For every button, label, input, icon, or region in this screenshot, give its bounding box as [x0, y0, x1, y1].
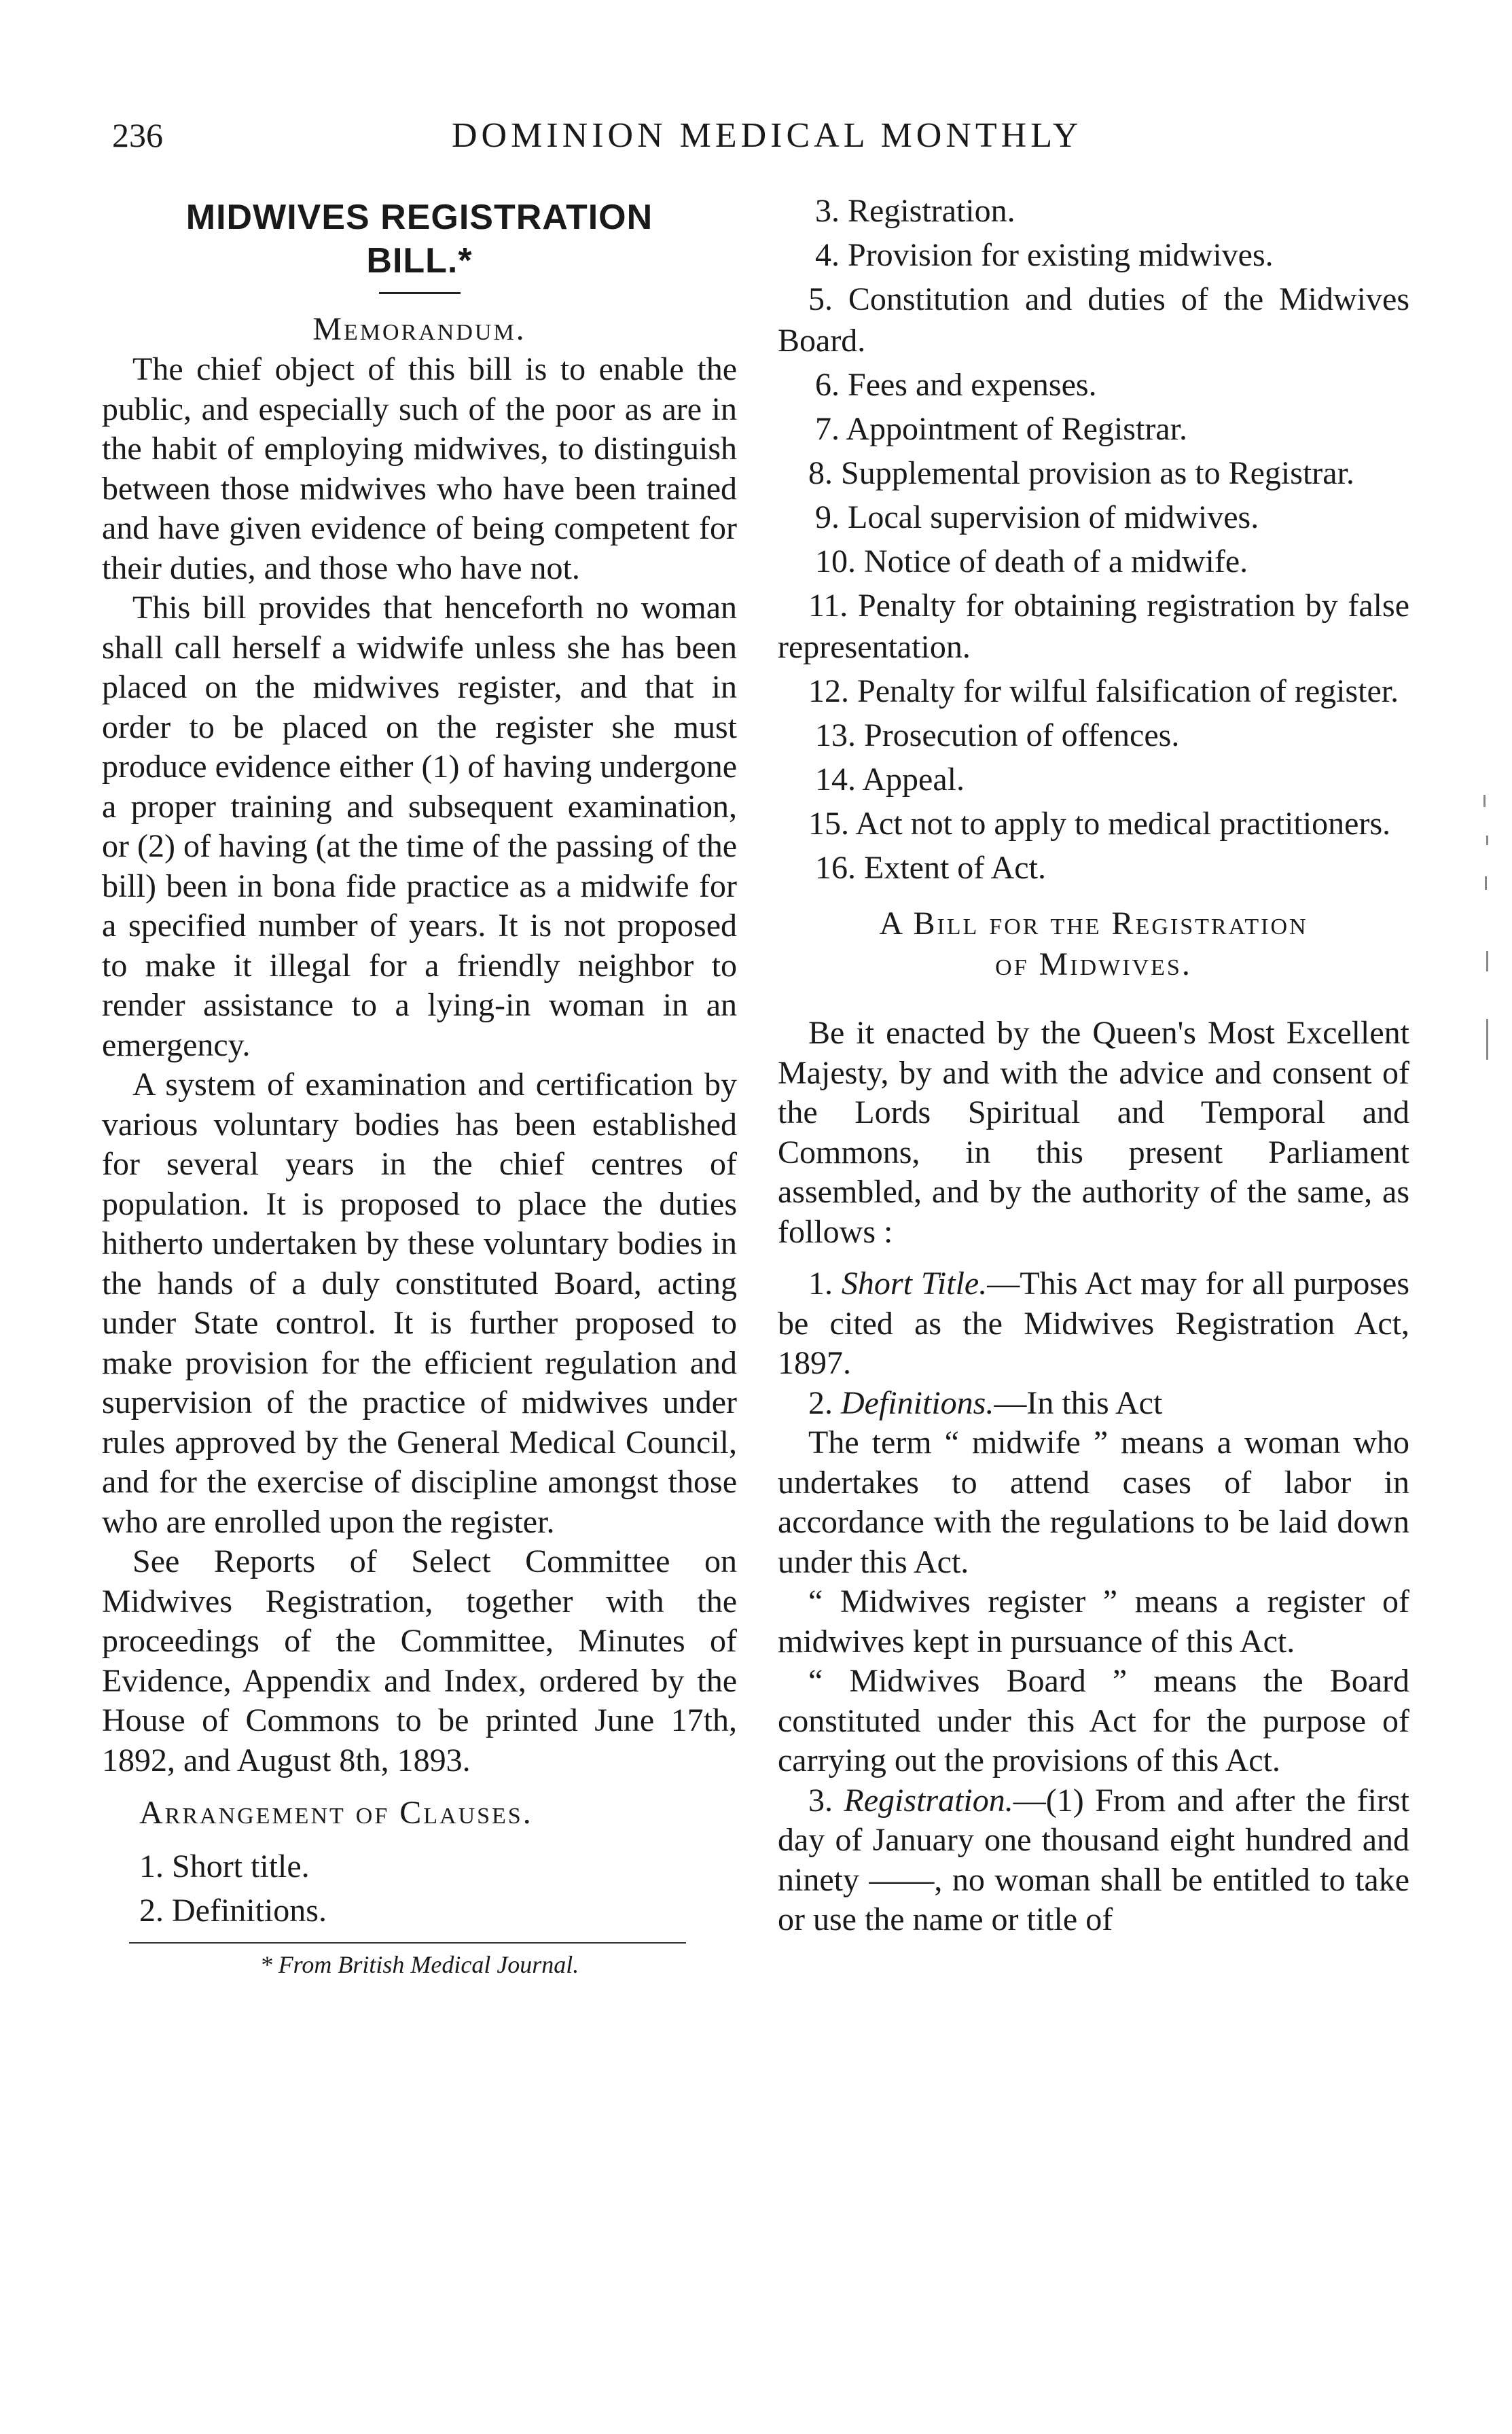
margin-mark	[1483, 795, 1486, 807]
memorandum-paragraph-1: The chief object of this bill is to enable the public, and especially such of the poor as are in the habit of employing midwives, to distinguish between those midwives who have been trained and have given evidence of being competent for their duties, and those who have not.	[102, 351, 737, 586]
definition-register: “ Midwives register ” means a register of midwives kept in pursuance of this Act.	[778, 1583, 1409, 1660]
article-title-line1: MIDWIVES REGISTRATION	[185, 198, 653, 237]
definition-board: “ Midwives Board ” means the Board constituted under this Act for the purpose of carrying out the provisions of this Act.	[778, 1663, 1409, 1778]
section-3-heading: Registration.	[844, 1782, 1013, 1819]
definition-midwife: The term “ midwife ” means a woman who undertakes to attend cases of labor in accordance with the regulations to be laid down under this Act.	[778, 1425, 1409, 1580]
clause-item: 7. Appointment of Registrar.	[815, 411, 1187, 447]
clause-item: 12. Penalty for wilful falsification of register.	[808, 673, 1399, 709]
clause-item: 9. Local supervision of midwives.	[815, 499, 1259, 535]
section-1-number: 1.	[808, 1266, 833, 1302]
section-2	[778, 1384, 1409, 1424]
clause-item: 10. Notice of death of a midwife.	[815, 543, 1248, 579]
section-3-number: 3.	[808, 1782, 833, 1819]
section-1	[778, 1264, 1409, 1384]
margin-marks	[1481, 795, 1494, 1080]
right-column	[778, 190, 1409, 1940]
memorandum-paragraph-2: This bill provides that henceforth no woman shall call herself a widwife unless she has been placed on the midwives register, and that in order to be placed on the register she must produce evidence either (1) of having undergone a proper training and subsequent examination, or (2) of having (at the time of the passing of the bill) been in bona fide practice as a midwife for a specified number of years. It is not proposed to make it illegal for a friendly neighbor to render assistance to a lying-in woman in an emergency.	[102, 590, 737, 1063]
clause-item: 3. Registration.	[815, 193, 1015, 229]
section-3-text: —(1) From and after the first day of January one thousand eight hundred and ninety ——, no woman shall be entitled to take or use the name or title of	[778, 1782, 1409, 1937]
section-3	[778, 1781, 1409, 1940]
clause-item: 13. Prosecution of offences.	[815, 717, 1180, 753]
section-2-number: 2.	[808, 1384, 833, 1421]
arrangement-heading: Arrangement of Clauses.	[139, 1795, 533, 1831]
clause-item: 6. Fees and expenses.	[815, 367, 1097, 403]
memorandum-paragraph-4: See Reports of Select Committee on Midwives Registration, together with the proceedings of the Committee, Minutes of Evidence, Appendix and Index, ordered by the House of Commons to be printed June 17th, 1892, and August 8th, 1893.	[102, 1543, 737, 1778]
clause-item: 4. Provision for existing midwives.	[815, 237, 1274, 273]
clause-item: 2. Definitions.	[139, 1893, 327, 1929]
margin-mark	[1486, 951, 1488, 971]
clause-item: 16. Extent of Act.	[815, 850, 1046, 886]
footnote-rule	[129, 1942, 686, 1944]
clause-item: 14. Appeal.	[815, 762, 965, 798]
memorandum-heading: Memorandum.	[312, 311, 526, 347]
margin-mark	[1486, 1019, 1488, 1060]
clause-item: 15. Act not to apply to medical practitioners.	[808, 806, 1391, 842]
section-2-text: —In this Act	[994, 1384, 1163, 1421]
title-rule	[379, 292, 461, 294]
bill-heading-line1: A Bill for the Registration	[879, 906, 1308, 942]
journal-title: DOMINION MEDICAL MONTHLY	[452, 116, 1083, 155]
footnote: * From British Medical Journal.	[259, 1951, 579, 1978]
bill-heading	[778, 903, 1409, 985]
bill-heading-line2: of Midwives.	[995, 946, 1192, 982]
left-column	[102, 190, 737, 1979]
clause-item: 11. Penalty for obtaining registration by false representation.	[778, 588, 1409, 665]
article-title-line2: BILL.*	[366, 241, 473, 281]
article-title	[102, 196, 737, 283]
clause-item: 1. Short title.	[139, 1848, 310, 1884]
section-2-heading: Definitions.	[841, 1384, 994, 1421]
memorandum-paragraph-3: A system of examination and certification by various voluntary bodies has been established for several years in the chief centres of population. It is proposed to place the duties hitherto undertaken by these voluntary bodies in the hands of a duly constituted Board, acting under State control. It is further proposed to make provision for the efficient regulation and supervision of the practice of midwives under rules approved by the General Medical Council, and for the exercise of discipline amongst those who are enrolled upon the register.	[102, 1067, 737, 1540]
enacting-clause: Be it enacted by the Queen's Most Excellent Majesty, by and with the advice and consent of the Lords Spiritual and Temporal and Commons, in this present Parliament assembled, and by the authority of the same, as follows :	[778, 1015, 1409, 1250]
page-number: 236	[112, 116, 163, 154]
section-1-heading: Short Title.	[841, 1266, 988, 1302]
clause-item: 8. Supplemental provision as to Registrar.	[808, 455, 1354, 491]
clause-item: 5. Constitution and duties of the Midwives Board.	[778, 281, 1409, 359]
margin-mark	[1486, 836, 1488, 845]
section-1-text: —This Act may for all purposes be cited as the Midwives Registration Act, 1897.	[778, 1266, 1410, 1381]
margin-mark	[1485, 876, 1487, 890]
running-head	[112, 115, 1403, 170]
